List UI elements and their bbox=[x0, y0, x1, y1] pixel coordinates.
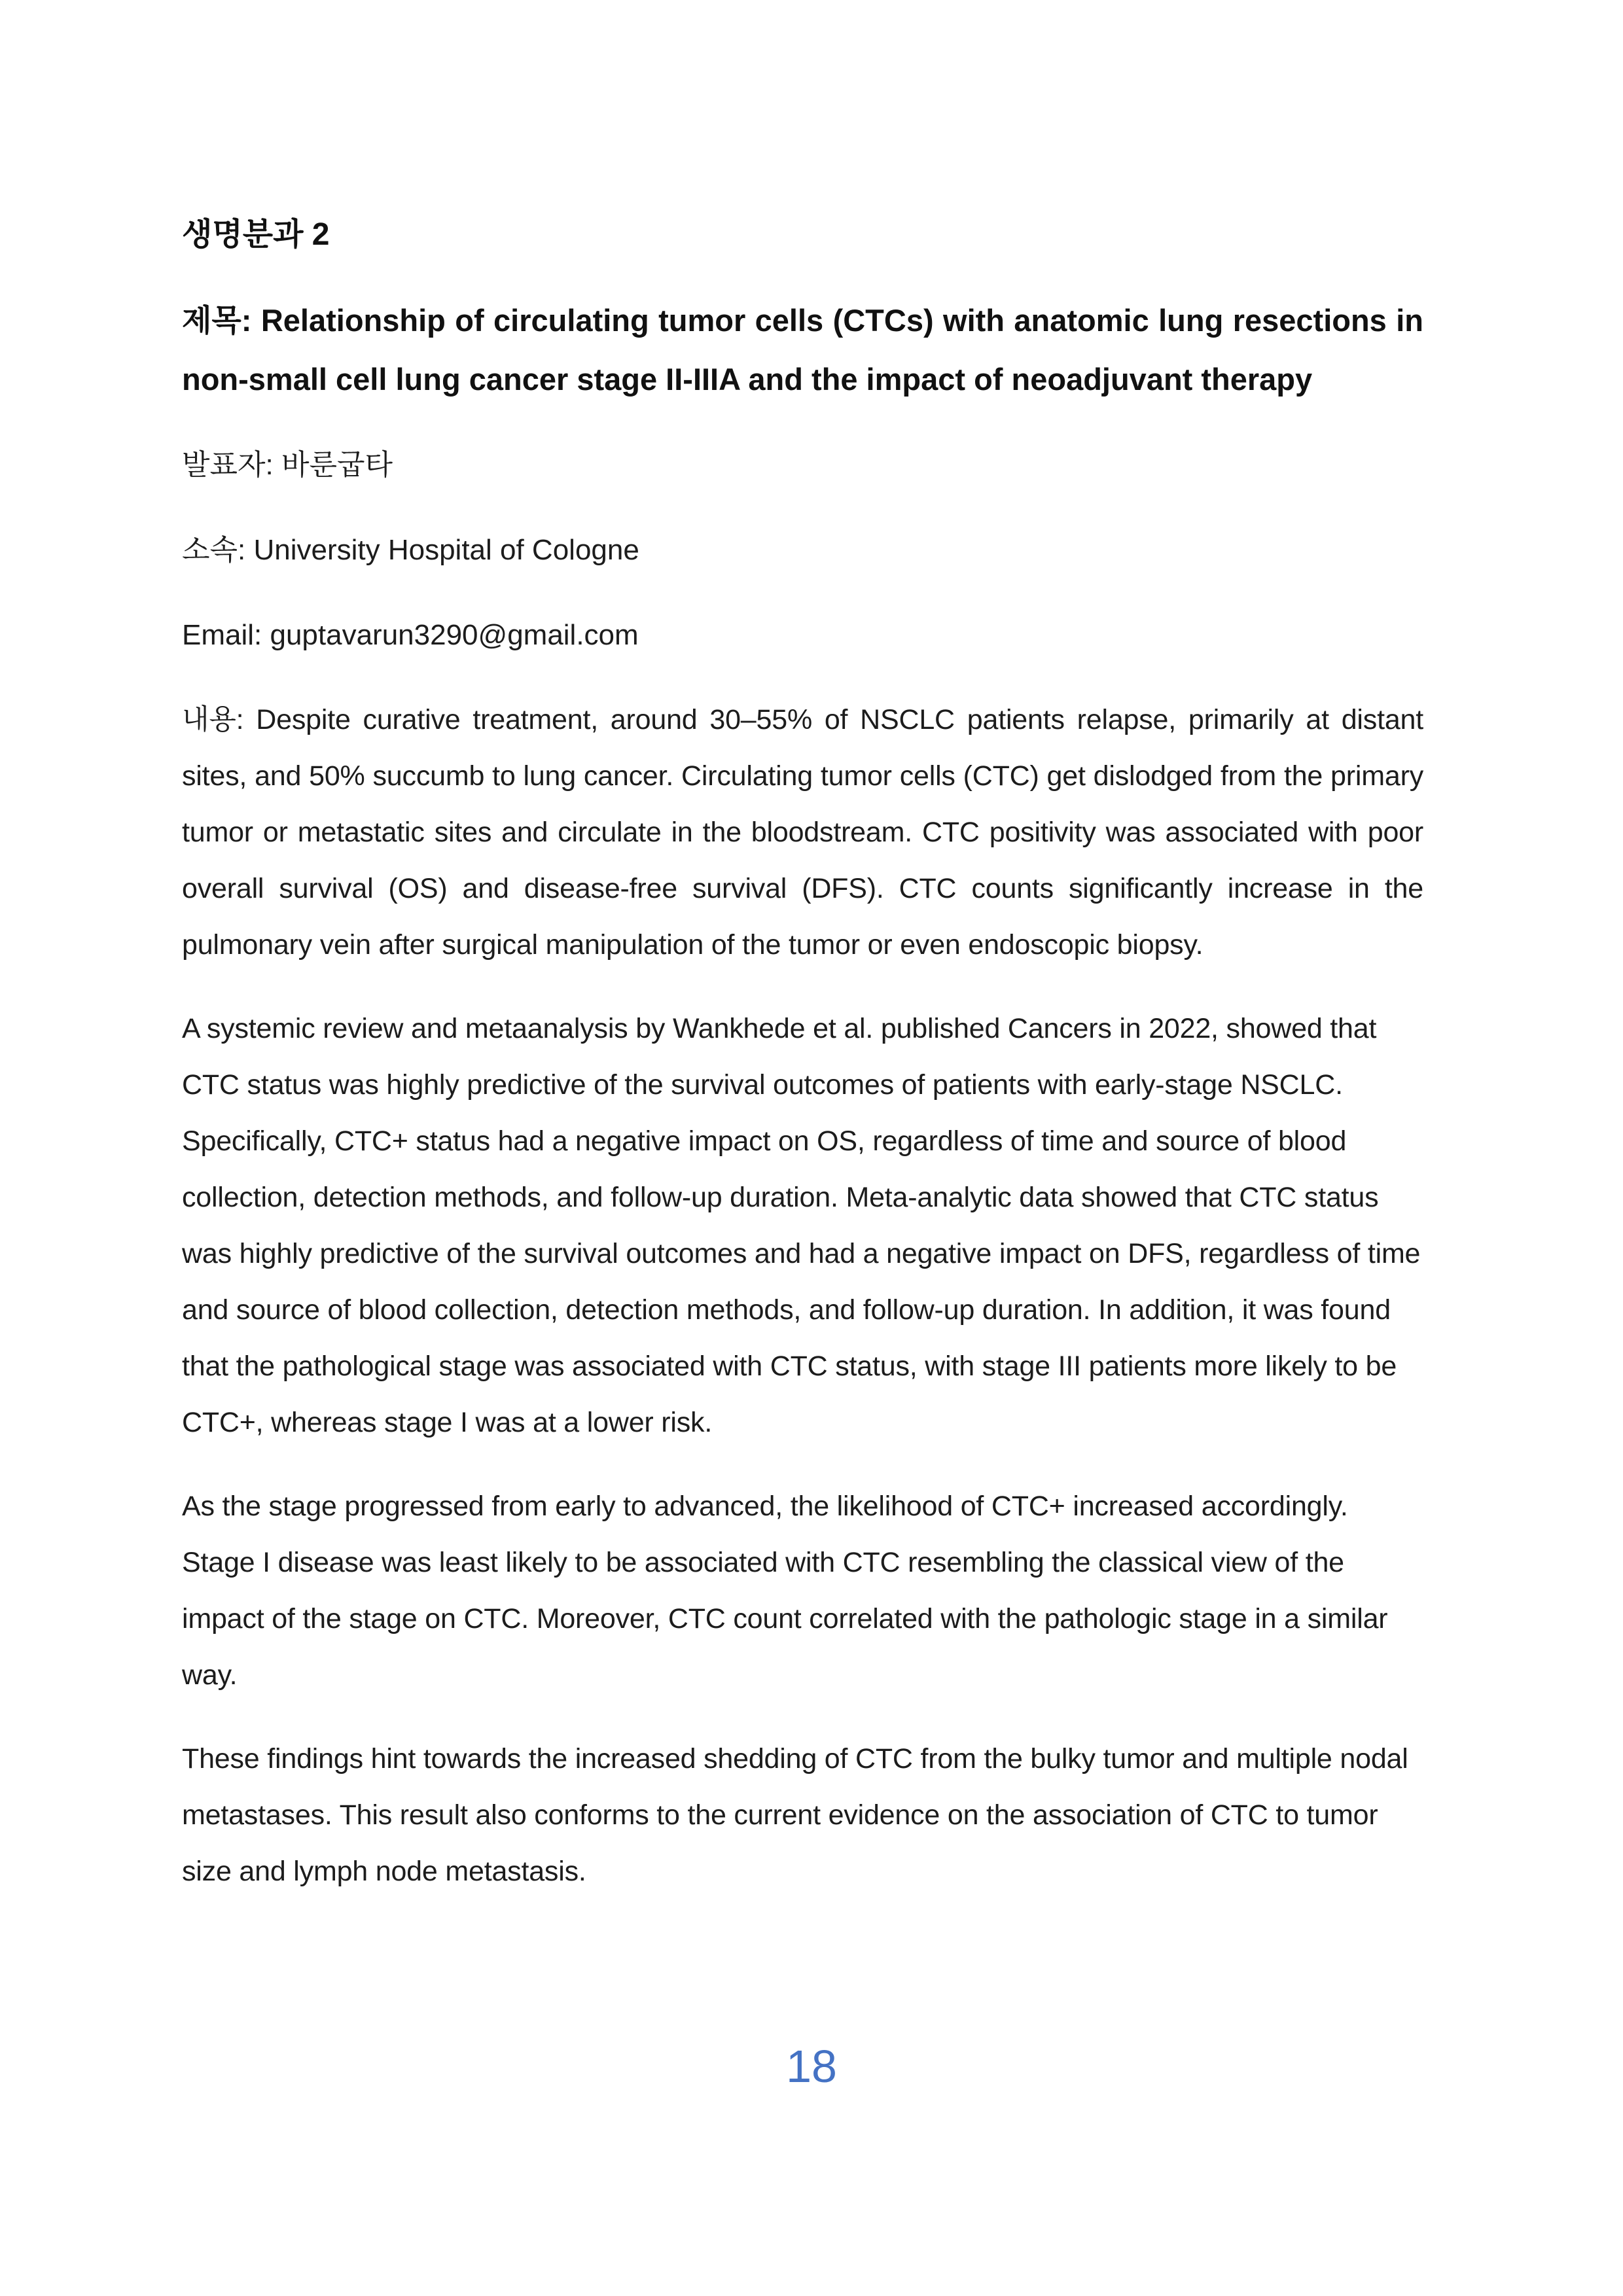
abstract-paragraph-1: 내용: Despite curative treatment, around 30–55% of NSCLC patients relapse, primarily at distant sites, and 50% succumb to lung cancer. Circulating tumor cells (CTC) get dislodged from the primary tumor or metastatic sites and circulate in the bloodstream. CTC positivity was associated with poor overall survival (OS) and disease-free survival (DFS). CTC counts significantly increase in the pulmonary vein after surgical manipulation of the tumor or even endoscopic biopsy. bbox=[182, 704, 1423, 961]
email-line: Email: guptavarun3290@gmail.com bbox=[182, 619, 639, 651]
affiliation-line: 소속: University Hospital of Cologne bbox=[182, 534, 639, 566]
page-number: 18 bbox=[786, 2041, 837, 2092]
abstract-paragraph-2: A systemic review and metaanalysis by Wankhede et al. published Cancers in 2022, showed that CTC status was highly predictive of the survival outcomes of patients with early-stage NSCLC. Specifically, CTC+ status had a negative impact on OS, regardless of time and source of blood collection, detection methods, and follow-up duration. Meta-analytic data showed that CTC status was highly predictive of the survival outcomes and had a negative impact on DFS, regardless of time and source of blood collection, detection methods, and follow-up duration. In addition, it was found that the pathological stage was associated with CTC status, with stage III patients more likely to be CTC+, whereas stage I was at a lower risk. bbox=[182, 1013, 1421, 1438]
abstract-paragraph-4: These findings hint towards the increased shedding of CTC from the bulky tumor and multiple nodal metastases. This result also conforms to the current evidence on the association of CTC to tumor size and lymph node metastasis. bbox=[182, 1743, 1408, 1887]
section-heading: 생명분과 2 bbox=[182, 217, 330, 252]
presenter-line: 발표자: 바룬굽타 bbox=[182, 449, 393, 481]
abstract-paragraph-3: As the stage progressed from early to advanced, the likelihood of CTC+ increased accordingly. Stage I disease was least likely to be associated with CTC resembling the classical view of the impact of the stage on CTC. Moreover, CTC count correlated with the pathologic stage in a similar way. bbox=[182, 1491, 1388, 1691]
document-title: 제목: Relationship of circulating tumor cells (CTCs) with anatomic lung resections in non-small cell lung cancer stage II-IIIA and the impact of neoadjuvant therapy bbox=[182, 303, 1423, 397]
